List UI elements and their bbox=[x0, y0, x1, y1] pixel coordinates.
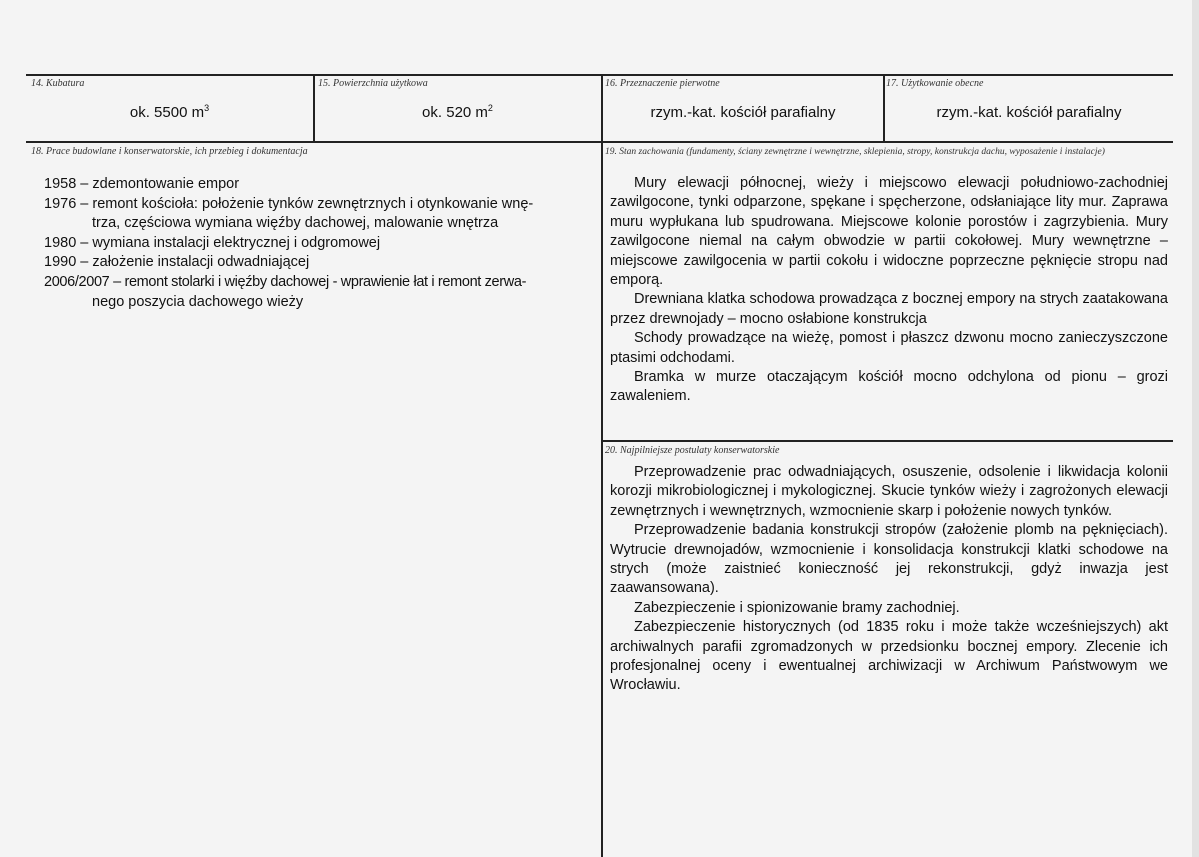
list-item: 1990 – założenie instalacji odwadniającej bbox=[44, 254, 310, 271]
paragraph: Przeprowadzenie badania konstrukcji stropów (założenie plomb na pęknięciach). Wytrucie drewnojadów, wzmocnienie i konsolidacja konstrukcji klatki schodowe na strych (może zaistnieć konieczność jej rekonstrukcji, gdyż inwazja jest zaawansowana). bbox=[610, 522, 1168, 597]
divider-center bbox=[601, 75, 603, 857]
postulates-text bbox=[610, 463, 1168, 696]
caption-uzytkowanie: 17. Użytkowanie obecne bbox=[886, 78, 984, 89]
caption-postulaty: 20. Najpilniejsze postulaty konserwatorskie bbox=[605, 445, 780, 456]
value-powierzchnia: ok. 520 $m^2$ bbox=[422, 103, 493, 121]
caption-kubatura: 14. Kubatura bbox=[31, 78, 85, 89]
header-bottom-rule bbox=[26, 141, 1173, 143]
list-item: trza, częściowa wymiana więźby dachowej, malowanie wnętrza bbox=[92, 215, 499, 232]
list-item: 1958 – zdemontowanie empor bbox=[44, 176, 240, 192]
paragraph: Bramka w murze otaczającym kościół mocno odchylona od pionu – grozi zawaleniem. bbox=[610, 369, 1168, 405]
scan-edge bbox=[1192, 0, 1199, 857]
value-uzytkowanie: rzym.-kat. kościół parafialny bbox=[936, 104, 1122, 121]
condition-text bbox=[610, 174, 1168, 407]
value-przeznaczenie: rzym.-kat. kościół parafialny bbox=[650, 104, 836, 121]
paragraph: Przeprowadzenie prac odwadniających, osuszenie, odsolenie i likwidacja kolonii korozji mikrobiologicznej i mykologicznej. Skucie tynków wieży i zagrożonych elewacji zewnętrznych i wewnętrznych, wzmocnienie skarp i położenie nowych tynków. bbox=[610, 464, 1168, 519]
list-item: 1980 – wymiana instalacji elektrycznej i odgromowej bbox=[44, 234, 381, 251]
paragraph: Zabezpieczenie historycznych (od 1835 roku i może także wcześniejszych) akt archiwalnych parafii zgromadzonych w przedsionku bocznej empory. Zlecenie ich profesjonalnej oceny i ewentualnej archiwizacji w Archiwum Państwowym we Wrocławiu. bbox=[610, 619, 1168, 694]
caption-powierzchnia: 15. Powierzchnia użytkowa bbox=[318, 78, 428, 89]
caption-stan-zachowania: 19. Stan zachowania (fundamenty, ściany zewnętrzne i wewnętrzne, sklepienia, stropy, konstrukcja dachu, wyposażenie i instalacje) bbox=[605, 147, 1105, 157]
paragraph: Schody prowadzące na wieżę, pomost i płaszcz dzwonu mocno zanieczyszczone ptasimi odchodami. bbox=[610, 330, 1168, 366]
list-item: 2006/2007 – remont stolarki i więźby dachowej - wprawienie łat i remont zerwa- bbox=[44, 273, 527, 290]
caption-prace-budowlane: 18. Prace budowlane i konserwatorskie, ich przebieg i dokumentacja bbox=[31, 146, 308, 157]
paragraph: Drewniana klatka schodowa prowadząca z bocznej empory na strych zaatakowana przez drewnojady – mocno osłabione konstrukcja bbox=[610, 291, 1168, 327]
value-kubatura: ok. 5500 $m^3$ bbox=[129, 103, 210, 121]
paragraph: Mury elewacji północnej, wieży i miejscowo elewacji południowo-zachodniej zawilgocone, tynki odparzone, spękane i spęcherzone, odsłaniające lity mur. Zaprawa muru wypłukana lub spudrowana. Miejscowe kolonie porostów i zagrzybienia. Mury zawilgocone niemal na całym obwodzie w partii cokołowej. Mury wewnętrzne – miejscowe zawilgocenia w partii cokołu i widoczne poprzeczne pęknięcie stropu nad emporą. bbox=[610, 175, 1168, 289]
paragraph: Zabezpieczenie i spionizowanie bramy zachodniej. bbox=[634, 599, 960, 616]
caption-przeznaczenie: 16. Przeznaczenie pierwotne bbox=[605, 78, 720, 89]
works-list bbox=[44, 175, 584, 312]
list-item: nego poszycia dachowego wieży bbox=[92, 293, 304, 310]
list-item: 1976 – remont kościoła: położenie tynków zewnętrznych i otynkowanie wnę- bbox=[44, 195, 534, 212]
top-rule bbox=[26, 74, 1173, 76]
section20-top-rule bbox=[601, 440, 1173, 442]
